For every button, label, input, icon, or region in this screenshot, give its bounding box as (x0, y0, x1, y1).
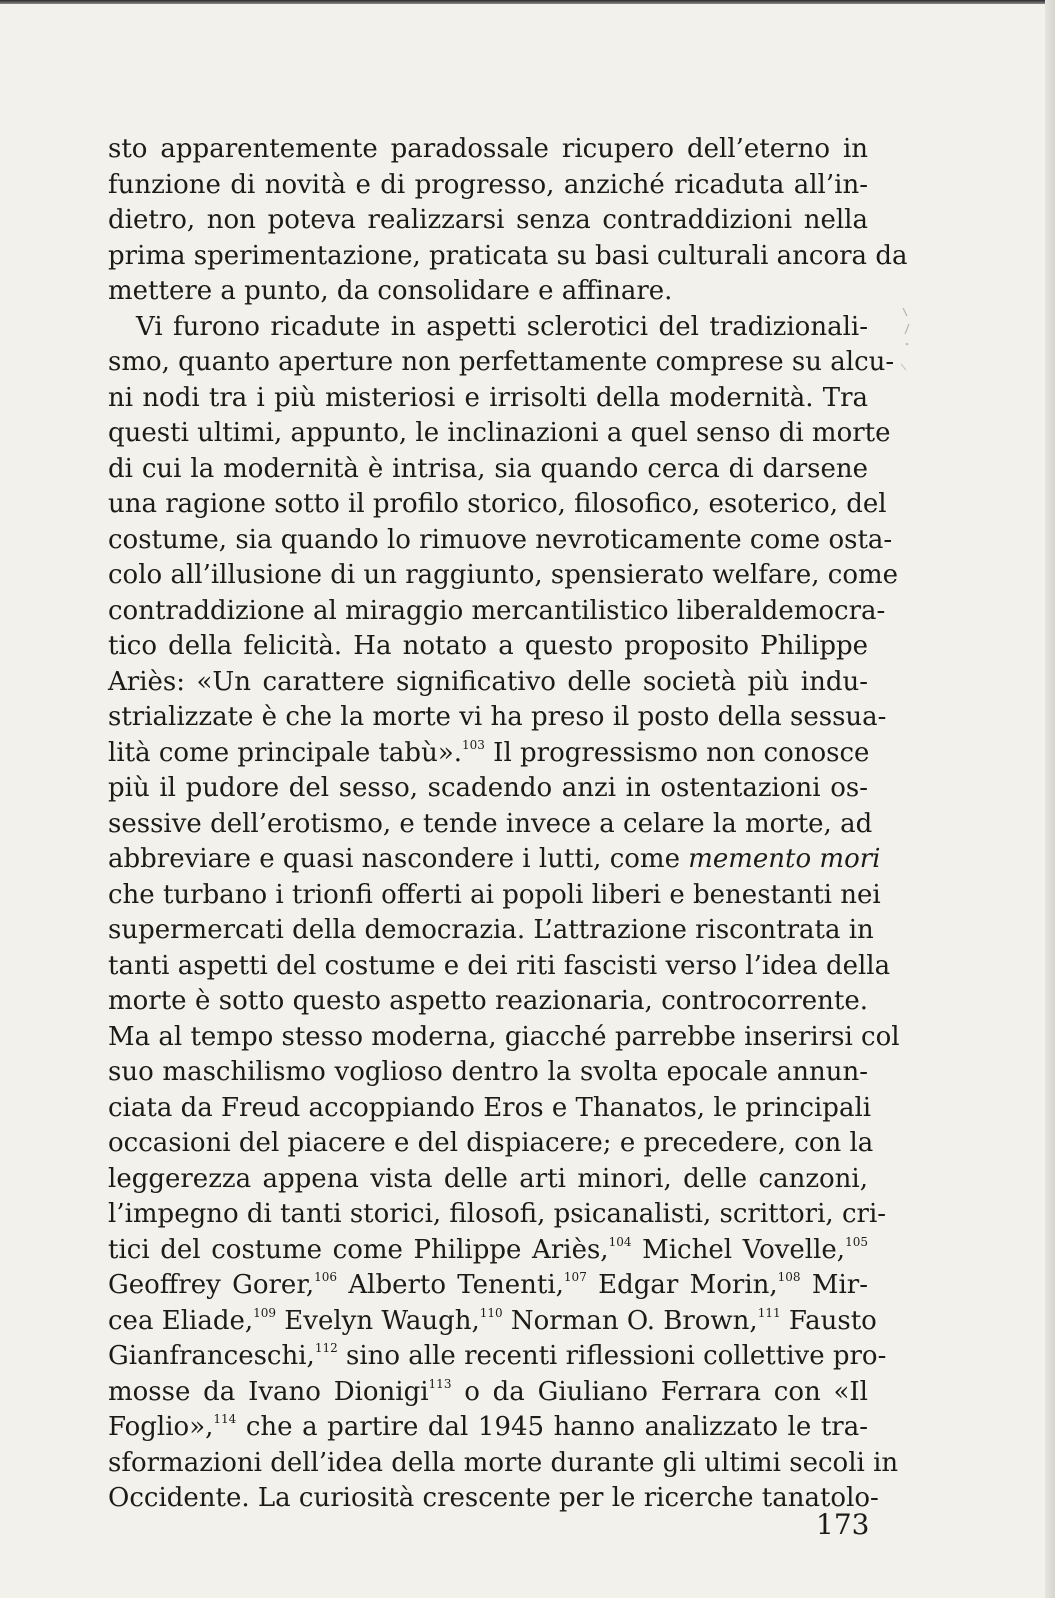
text-line: Ariès: «Un carattere significativo delle società più indu- (108, 666, 868, 697)
text-line: contraddizione al miraggio mercantilistico liberaldemocra- (108, 595, 886, 626)
margin-ink-marks (897, 306, 917, 396)
text-line: una ragione sotto il profilo storico, filosofico, esoterico, del (108, 489, 887, 519)
text-line: sformazioni dell’idea della morte durante gli ultimi secoli in (108, 1447, 899, 1478)
footnote-ref: 104 (608, 1234, 632, 1249)
page-right-edge (1045, 0, 1055, 1598)
page-text (108, 132, 908, 1517)
text-line: Gianfranceschi,$^{112}$ sino alle recenti riflessioni collettive pro- (108, 1341, 887, 1371)
text-line: occasioni del piacere e del dispiacere; e precedere, con la (108, 1128, 874, 1158)
footnote-ref: 109 (253, 1305, 277, 1320)
text-line: mettere a punto, da consolidare e affinare. (108, 276, 673, 306)
footnote-ref: 106 (314, 1270, 338, 1284)
footnote-ref: 103 (462, 737, 485, 752)
text-line: colo all’illusione di un raggiunto, spensierato welfare, come (108, 560, 899, 590)
text-line: Geoffrey Gorer,$^{106}$ Alberto Tenenti,$^{107}$ Edgar Morin,$^{108}$ Mir- (108, 1270, 868, 1300)
text-line: ni nodi tra i più misteriosi e irrisolti della modernità. Tra (108, 382, 868, 413)
text-line: Foglio»,$^{114}$ che a partire dal 1945 hanno analizzato le tra- (108, 1412, 868, 1442)
text-line: questi ultimi, appunto, le inclinazioni a quel senso di morte (108, 418, 891, 448)
text-line: più il pudore del sesso, scadendo anzi in ostentazioni os- (108, 773, 868, 803)
text-line: costume, sia quando lo rimuove nevroticamente come osta- (108, 524, 893, 555)
text-line: prima sperimentazione, praticata su basi culturali ancora da (108, 240, 908, 271)
footnote-ref: 105 (845, 1234, 868, 1249)
text-line: che turbano i trionfi offerti ai popoli liberi e benestanti nei (108, 879, 881, 910)
text-line: tici del costume come Philippe Ariès,$^{104}$ Michel Vovelle,$^{105}$ (108, 1234, 868, 1265)
text-line: di cui la modernità è intrisa, sia quando cerca di darsene (108, 453, 868, 484)
text-line: lità come principale tabù».$^{103}$ Il progressismo non conosce (108, 737, 870, 768)
footnote-ref: 108 (777, 1270, 801, 1284)
text-line: tico della felicità. Ha notato a questo proposito Philippe (108, 631, 868, 661)
text-line: funzione di novità e di progresso, anziché ricaduta all’in- (108, 169, 868, 200)
footnote-ref: 107 (563, 1270, 587, 1284)
text-line: ciata da Freud accoppiando Eros e Thanatos, le principali (108, 1092, 872, 1123)
text-line: l’impegno di tanti storici, filosofi, psicanalisti, scrittori, cri- (108, 1199, 887, 1229)
footnote-ref: 114 (213, 1412, 237, 1426)
footnote-ref: 111 (757, 1305, 781, 1320)
footnote-ref: 112 (314, 1341, 338, 1355)
text-line: sto apparentemente paradossale ricupero dell’eterno in (108, 134, 868, 164)
text-line: abbreviare e quasi nascondere i lutti, come memento mori (108, 844, 881, 874)
text-line: Ma al tempo stesso moderna, giacché parrebbe inserirsi col (108, 1021, 900, 1052)
text-line: Occidente. La curiosità crescente per le ricerche tanatolo- (108, 1483, 879, 1513)
text-line: tanti aspetti del costume e dei riti fascisti verso l’idea della (108, 950, 891, 981)
text-line: strializzate è che la morte vi ha preso il posto della sessua- (108, 702, 887, 732)
text-line: smo, quanto aperture non perfettamente comprese su alcu- (108, 347, 895, 377)
italic-phrase: memento mori (688, 844, 881, 874)
text-line: sessive dell’erotismo, e tende invece a celare la morte, ad (108, 808, 873, 839)
footnote-ref: 110 (479, 1305, 503, 1320)
text-line: leggerezza appena vista delle arti minori, delle canzoni, (108, 1163, 868, 1194)
text-line: dietro, non poteva realizzarsi senza contraddizioni nella (108, 205, 868, 235)
page-top-edge (0, 0, 1055, 4)
text-line: Vi furono ricadute in aspetti sclerotici del tradizionali- (136, 311, 868, 342)
page-number: 173 (816, 1508, 870, 1541)
text-line: cea Eliade,$^{109}$ Evelyn Waugh,$^{110}$ Norman O. Brown,$^{111}$ Fausto (108, 1305, 877, 1336)
text-line: supermercati della democrazia. L’attrazione riscontrata in (108, 915, 874, 945)
text-line: morte è sotto questo aspetto reazionaria, controcorrente. (108, 986, 868, 1016)
footnote-ref: 113 (428, 1376, 452, 1391)
text-line: suo maschilismo voglioso dentro la svolta epocale annun- (108, 1057, 868, 1087)
text-line: mosse da Ivano Dionigi$^{113}$ o da Giuliano Ferrara con «Il (108, 1376, 868, 1407)
